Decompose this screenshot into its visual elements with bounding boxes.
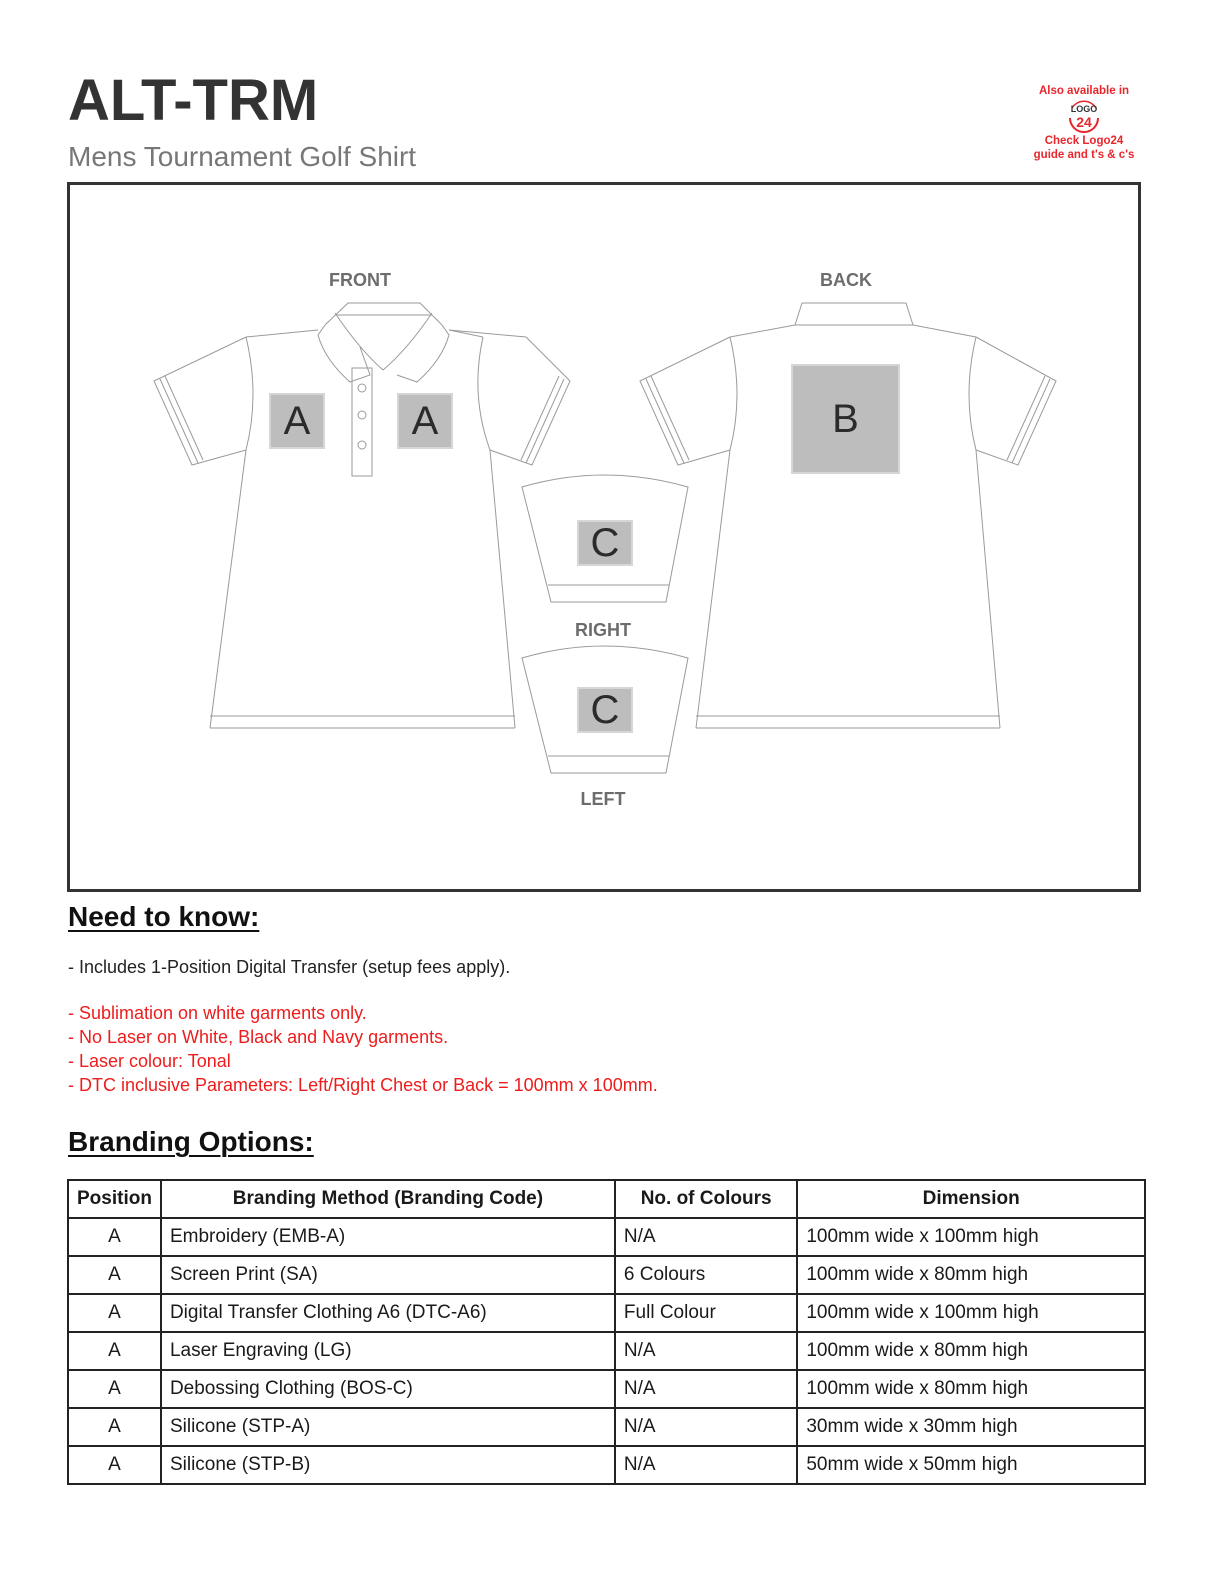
garment-diagram xyxy=(67,182,1141,892)
view-label-left: LEFT xyxy=(580,789,626,809)
front-shirt-outline xyxy=(154,303,570,728)
logo24-badge xyxy=(1018,84,1150,162)
note-warning: - No Laser on White, Black and Navy garments. xyxy=(68,1027,449,1047)
logo24-icon xyxy=(1064,98,1104,134)
cell-colours: Full Colour xyxy=(615,1294,797,1332)
position-a-left-chest: A xyxy=(269,393,325,449)
table-row xyxy=(68,1294,1145,1332)
cell-position: A xyxy=(68,1294,161,1332)
column-header: Position xyxy=(68,1180,161,1218)
cell-method: Screen Print (SA) xyxy=(161,1256,615,1294)
position-c-right-sleeve: C xyxy=(577,520,633,566)
cell-colours: N/A xyxy=(615,1218,797,1256)
badge-line-1: Also available in xyxy=(1038,85,1130,97)
cell-method: Laser Engraving (LG) xyxy=(161,1332,615,1370)
cell-colours: N/A xyxy=(615,1332,797,1370)
cell-dimension: 30mm wide x 30mm high xyxy=(797,1408,1145,1446)
cell-position: A xyxy=(68,1446,161,1484)
branding-options-table xyxy=(67,1179,1146,1485)
note-warning: - Laser colour: Tonal xyxy=(68,1051,231,1071)
table-row xyxy=(68,1332,1145,1370)
note-warning: - Sublimation on white garments only. xyxy=(68,1003,367,1023)
cell-dimension: 100mm wide x 80mm high xyxy=(797,1332,1145,1370)
column-header: No. of Colours xyxy=(615,1180,797,1218)
cell-colours: N/A xyxy=(615,1408,797,1446)
position-c-left-sleeve: C xyxy=(577,687,633,733)
cell-method: Debossing Clothing (BOS-C) xyxy=(161,1370,615,1408)
view-label-right: RIGHT xyxy=(575,620,631,640)
product-code: ALT-TRM xyxy=(68,68,319,133)
cell-method: Silicone (STP-A) xyxy=(161,1408,615,1446)
cell-position: A xyxy=(68,1408,161,1446)
cell-dimension: 100mm wide x 80mm high xyxy=(797,1256,1145,1294)
table-row xyxy=(68,1370,1145,1408)
table-row xyxy=(68,1408,1145,1446)
cell-colours: N/A xyxy=(615,1446,797,1484)
table-row xyxy=(68,1446,1145,1484)
cell-dimension: 100mm wide x 100mm high xyxy=(797,1294,1145,1332)
cell-colours: N/A xyxy=(615,1370,797,1408)
cell-colours: 6 Colours xyxy=(615,1256,797,1294)
cell-method: Silicone (STP-B) xyxy=(161,1446,615,1484)
need-to-know-notes xyxy=(68,955,658,1097)
table-header-row xyxy=(68,1180,1145,1218)
note-info: - Includes 1-Position Digital Transfer (setup fees apply). xyxy=(68,957,511,977)
branding-options-heading: Branding Options: xyxy=(68,1126,314,1157)
cell-dimension: 50mm wide x 50mm high xyxy=(797,1446,1145,1484)
column-header: Branding Method (Branding Code) xyxy=(161,1180,615,1218)
cell-method: Digital Transfer Clothing A6 (DTC-A6) xyxy=(161,1294,615,1332)
cell-position: A xyxy=(68,1218,161,1256)
cell-dimension: 100mm wide x 100mm high xyxy=(797,1218,1145,1256)
cell-method: Embroidery (EMB-A) xyxy=(161,1218,615,1256)
position-a-right-chest: A xyxy=(397,393,453,449)
position-b-back: B xyxy=(791,364,900,474)
cell-position: A xyxy=(68,1256,161,1294)
logo-text: LOGO xyxy=(1070,104,1098,114)
cell-position: A xyxy=(68,1370,161,1408)
cell-position: A xyxy=(68,1332,161,1370)
table-row xyxy=(68,1256,1145,1294)
logo-number: 24 xyxy=(1076,114,1092,130)
view-label-back: BACK xyxy=(820,270,872,290)
need-to-know-heading: Need to know: xyxy=(68,901,260,932)
product-name: Mens Tournament Golf Shirt xyxy=(68,141,417,172)
badge-line-3: guide and t's & c's xyxy=(1033,149,1135,161)
cell-dimension: 100mm wide x 80mm high xyxy=(797,1370,1145,1408)
badge-line-2: Check Logo24 xyxy=(1044,135,1124,147)
table-row xyxy=(68,1218,1145,1256)
view-label-front: FRONT xyxy=(329,270,391,290)
column-header: Dimension xyxy=(797,1180,1145,1218)
note-warning: - DTC inclusive Parameters: Left/Right Chest or Back = 100mm x 100mm. xyxy=(68,1075,658,1095)
